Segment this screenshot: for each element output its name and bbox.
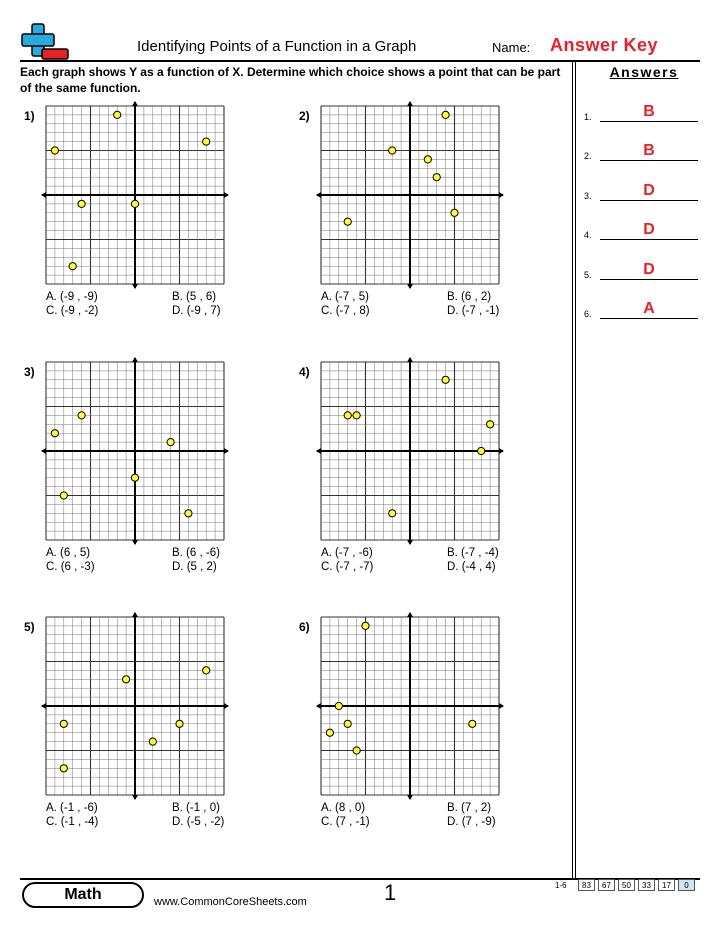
axis-arrow (132, 284, 138, 289)
answer-line (600, 239, 698, 240)
plotted-point (123, 676, 130, 683)
answer-line (600, 121, 698, 122)
plotted-point (167, 439, 174, 446)
choice-b: B. (-1 , 0) (172, 802, 220, 814)
answers-title: Answers (609, 64, 679, 80)
plotted-point (60, 492, 67, 499)
choice-c: C. (6 , -3) (46, 561, 95, 573)
choice-c: C. (-7 , -7) (321, 561, 374, 573)
plotted-point (203, 667, 210, 674)
plotted-point (362, 622, 369, 629)
axis-arrow (407, 284, 413, 289)
axis-arrow (224, 448, 229, 454)
coordinate-grid (315, 100, 505, 290)
choice-a: A. (-1 , -6) (46, 802, 98, 814)
answer-number: 6. (584, 309, 592, 319)
axis-arrow (407, 795, 413, 800)
answers-column-divider (572, 60, 576, 878)
coordinate-grid (315, 611, 505, 801)
answer-row (584, 181, 700, 201)
axis-arrow (132, 101, 138, 106)
grid-lines (41, 357, 229, 545)
axis-arrow (316, 192, 321, 198)
answer-row (584, 299, 700, 319)
axis-arrow (132, 612, 138, 617)
plotted-point (424, 156, 431, 163)
plotted-point (78, 200, 85, 207)
axis-arrow (132, 540, 138, 545)
page-number: 1 (384, 880, 397, 905)
score-cell: 0 (678, 879, 695, 891)
axis-arrow (407, 357, 413, 362)
choice-a: A. (8 , 0) (321, 802, 366, 814)
axis-arrow (316, 448, 321, 454)
score-cell: 83 (578, 879, 595, 891)
plotted-point (353, 412, 360, 419)
axis-arrow (407, 540, 413, 545)
answer-line (600, 279, 698, 280)
answer-number: 5. (584, 270, 592, 280)
plotted-point (344, 720, 351, 727)
subject-badge: Math (22, 882, 144, 908)
axis-arrow (407, 101, 413, 106)
answer-number: 2. (584, 151, 592, 161)
coordinate-grid (315, 356, 505, 546)
axis-arrow (316, 703, 321, 709)
answer-row (584, 220, 700, 240)
grid-lines (316, 612, 504, 800)
answer-value: B (643, 103, 655, 120)
answer-row (584, 141, 700, 161)
answer-number: 1. (584, 112, 592, 122)
problem-number: 1) (24, 109, 35, 123)
plotted-point (389, 510, 396, 517)
plus-minus-logo-icon (20, 22, 70, 62)
choice-d: D. (-5 , -2) (172, 816, 225, 828)
choice-d: D. (-7 , -1) (447, 305, 500, 317)
plotted-point (203, 138, 210, 145)
plotted-point (442, 111, 449, 118)
plotted-point (344, 218, 351, 225)
score-cell: 67 (598, 879, 615, 891)
choice-a: A. (-7 , 5) (321, 291, 369, 303)
plotted-point (114, 111, 121, 118)
answer-value: D (643, 182, 655, 199)
score-cell: 33 (638, 879, 655, 891)
axis-arrow (132, 357, 138, 362)
plotted-point (487, 421, 494, 428)
plotted-point (451, 209, 458, 216)
choice-c: C. (7 , -1) (321, 816, 370, 828)
score-range: 1-6 (555, 881, 567, 890)
choice-b: B. (7 , 2) (447, 802, 492, 814)
name-label: Name: (492, 40, 531, 55)
answer-line (600, 160, 698, 161)
axis-arrow (132, 795, 138, 800)
answer-value: D (643, 221, 655, 238)
choice-b: B. (-7 , -4) (447, 547, 499, 559)
problem-number: 5) (24, 620, 35, 634)
plotted-point (326, 729, 333, 736)
problem-number: 6) (299, 620, 310, 634)
name-value: Answer Key (550, 35, 659, 55)
plotted-point (60, 720, 67, 727)
plotted-point (131, 200, 138, 207)
problem-number: 2) (299, 109, 310, 123)
plotted-point (335, 702, 342, 709)
answer-number: 3. (584, 191, 592, 201)
site-link[interactable]: www.CommonCoreSheets.com (154, 896, 307, 908)
choice-c: C. (-9 , -2) (46, 305, 99, 317)
plotted-point (51, 147, 58, 154)
answer-value: B (643, 142, 655, 159)
plotted-point (60, 765, 67, 772)
plotted-point (353, 747, 360, 754)
axis-arrow (41, 448, 46, 454)
choice-a: A. (-9 , -9) (46, 291, 98, 303)
choice-b: B. (6 , 2) (447, 291, 492, 303)
answer-value: A (643, 300, 655, 317)
plotted-point (78, 412, 85, 419)
plotted-point (442, 376, 449, 383)
axis-arrow (41, 192, 46, 198)
plotted-point (478, 447, 485, 454)
plotted-point (433, 174, 440, 181)
header-divider (20, 60, 700, 62)
coordinate-grid (40, 611, 230, 801)
choice-c: C. (-1 , -4) (46, 816, 99, 828)
answer-line (600, 200, 698, 201)
choice-d: D. (7 , -9) (447, 816, 496, 828)
grid-lines (41, 101, 229, 289)
answer-row (584, 102, 700, 122)
choice-a: A. (-7 , -6) (321, 547, 373, 559)
axis-arrow (41, 703, 46, 709)
score-cell: 17 (658, 879, 675, 891)
plotted-point (69, 263, 76, 270)
axis-arrow (407, 612, 413, 617)
answer-line (600, 318, 698, 319)
grid-lines (316, 357, 504, 545)
answer-row (584, 260, 700, 280)
plotted-point (176, 720, 183, 727)
score-cell: 50 (618, 879, 635, 891)
coordinate-grid (40, 100, 230, 290)
plotted-point (149, 738, 156, 745)
instructions: Each graph shows Y as a function of X. Determine which choice shows a point that can be part of the same function. (20, 65, 561, 95)
problem-number: 3) (24, 365, 35, 379)
coordinate-grid (40, 356, 230, 546)
plotted-point (469, 720, 476, 727)
grid-lines (316, 101, 504, 289)
choice-d: D. (5 , 2) (172, 561, 217, 573)
axis-arrow (499, 192, 504, 198)
plotted-point (389, 147, 396, 154)
plotted-point (51, 430, 58, 437)
choice-c: C. (-7 , 8) (321, 305, 370, 317)
answer-value: D (643, 261, 655, 278)
choice-b: B. (6 , -6) (172, 547, 220, 559)
choice-b: B. (5 , 6) (172, 291, 217, 303)
axis-arrow (499, 703, 504, 709)
problem-number: 4) (299, 365, 310, 379)
choice-d: D. (-9 , 7) (172, 305, 221, 317)
plotted-point (344, 412, 351, 419)
answer-number: 4. (584, 230, 592, 240)
grid-lines (41, 612, 229, 800)
axis-arrow (224, 703, 229, 709)
plotted-point (131, 474, 138, 481)
page-title: Identifying Points of a Function in a Graph (137, 38, 417, 55)
choice-a: A. (6 , 5) (46, 547, 91, 559)
axis-arrow (499, 448, 504, 454)
plotted-point (185, 510, 192, 517)
axis-arrow (224, 192, 229, 198)
choice-d: D. (-4 , 4) (447, 561, 496, 573)
